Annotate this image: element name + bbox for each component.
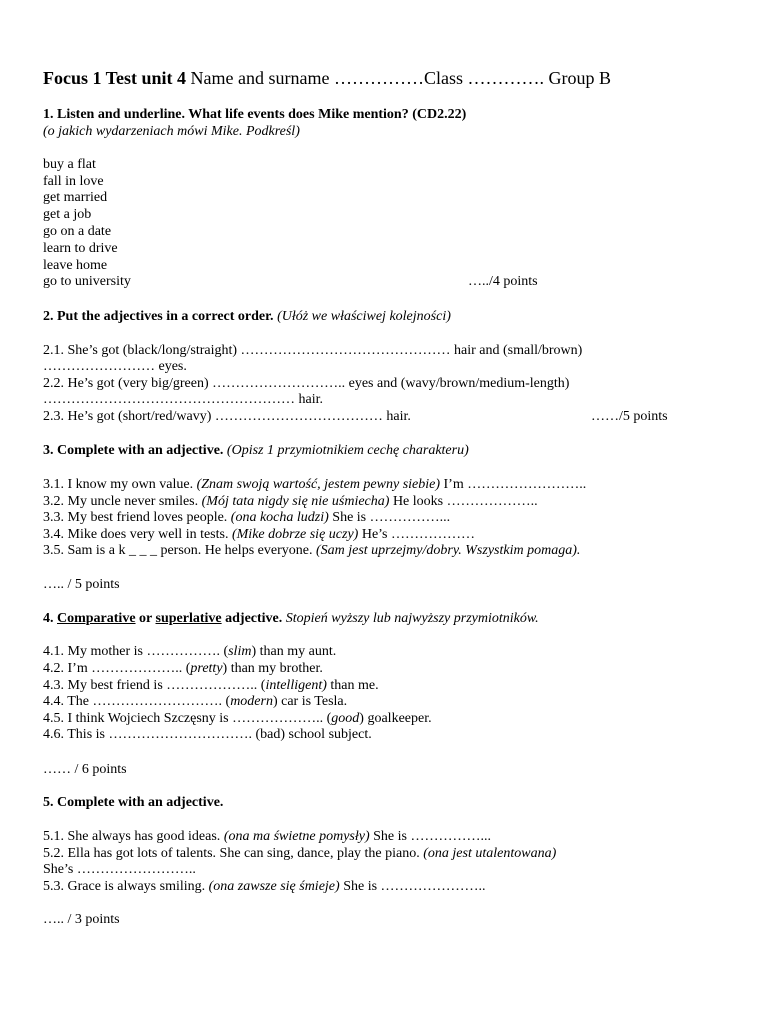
- ex3-hint: (ona kocha ludzi): [230, 510, 329, 525]
- ex4-text: 4.5. I think Wojciech Szczęsny is ……………….. (: [43, 711, 332, 726]
- ex4-heading-italic: Stopień wyższy lub najwyższy przymiotników.: [282, 611, 539, 626]
- ex4-text: 4.2. I’m ……………….. (: [43, 661, 191, 676]
- ex5-item: [43, 829, 491, 845]
- ex3-answer: He’s ………………: [358, 527, 475, 542]
- ex2-points: ……/5 points: [591, 409, 668, 424]
- ex3-answer: She is ……………...: [328, 510, 451, 525]
- ex5-points: ….. / 3 points: [43, 912, 120, 927]
- ex4-item: [43, 711, 432, 727]
- title-bold: Focus 1 Test unit 4: [43, 68, 187, 88]
- ex1-item: buy a flat: [43, 157, 96, 172]
- ex4-text-end: ) than my brother.: [222, 661, 323, 676]
- ex4-item: [43, 694, 347, 710]
- ex4-text-end: ) than my aunt.: [251, 644, 337, 659]
- ex3-text: 3.3. My best friend loves people.: [43, 510, 231, 525]
- ex1-points: …../4 points: [468, 274, 538, 289]
- ex1-item: fall in love: [43, 174, 104, 189]
- ex2-line: ……………………………………………… hair.: [43, 392, 323, 407]
- ex4-item: [43, 661, 323, 677]
- ex3-hint: (Mike dobrze się uczy): [231, 527, 359, 542]
- ex4-text-end: than me.: [326, 678, 379, 693]
- ex3-hint: (Sam jest uprzejmy/dobry. Wszystkim pomaga).: [315, 543, 581, 558]
- ex1-heading: 1. Listen and underline. What life events does Mike mention? (CD2.22): [43, 107, 467, 122]
- ex2-heading-bold: 2. Put the adjectives in a correct order.: [43, 309, 274, 324]
- ex4-word: modern: [230, 694, 273, 709]
- ex5-hint: (ona jest utalentowana): [423, 846, 557, 861]
- ex4-item: [43, 644, 336, 660]
- ex4-word: good: [331, 711, 360, 726]
- ex3-item: [43, 527, 475, 543]
- ex3-text: 3.4. Mike does very well in tests.: [43, 527, 232, 542]
- ex4-word: slim: [228, 644, 252, 659]
- ex2-heading: [43, 309, 451, 325]
- ex5-item: [43, 846, 556, 862]
- ex3-item: [43, 510, 450, 526]
- ex4-item: [43, 678, 379, 694]
- page-title: [43, 68, 611, 89]
- ex4-heading: [43, 611, 539, 627]
- ex2-line: 2.2. He’s got (very big/green) ……………………….. eyes and (wavy/brown/medium-length): [43, 376, 570, 391]
- ex4-word: intelligent): [265, 678, 327, 693]
- ex2-line: 2.3. He’s got (short/red/wavy) ……………………………… hair.: [43, 409, 411, 424]
- ex2-heading-italic: (Ułóż we właściwej kolejności): [273, 309, 451, 324]
- ex4-comparative: Comparative: [57, 611, 136, 626]
- ex3-heading-bold: 3. Complete with an adjective.: [43, 443, 224, 458]
- ex5-text: 5.1. She always has good ideas.: [43, 829, 224, 844]
- ex5-hint: (ona ma świetne pomysły): [223, 829, 370, 844]
- ex1-subtitle: (o jakich wydarzeniach mówi Mike. Podkreśl): [43, 124, 300, 139]
- ex4-text: 4.1. My mother is ……………. (: [43, 644, 229, 659]
- ex4-adjective: adjective.: [221, 611, 283, 626]
- ex3-heading-italic: (Opisz 1 przymiotnikiem cechę charakteru): [223, 443, 469, 458]
- ex4-text: 4.4. The ………………………. (: [43, 694, 231, 709]
- ex5-text: 5.3. Grace is always smiling.: [43, 879, 209, 894]
- ex4-or: or: [135, 611, 156, 626]
- ex5-heading: 5. Complete with an adjective.: [43, 795, 224, 810]
- ex3-text: 3.5. Sam is a k _ _ _ person. He helps everyone.: [43, 543, 316, 558]
- ex3-item: [43, 477, 586, 493]
- ex5-text: 5.2. Ella has got lots of talents. She can sing, dance, play the piano.: [43, 846, 424, 861]
- ex4-word: pretty: [190, 661, 223, 676]
- ex4-text-end: ) goalkeeper.: [359, 711, 432, 726]
- ex4-points: …… / 6 points: [43, 762, 127, 777]
- ex1-item: go on a date: [43, 224, 112, 239]
- ex1-item: leave home: [43, 258, 108, 273]
- title-rest: Name and surname ……………Class …………. Group B: [186, 68, 611, 88]
- ex4-item: 4.6. This is …………………………. (bad) school subject.: [43, 727, 372, 742]
- ex1-item: get married: [43, 190, 108, 205]
- ex5-item: [43, 879, 486, 895]
- ex3-hint: (Znam swoją wartość, jestem pewny siebie): [196, 477, 441, 492]
- ex3-item: [43, 494, 538, 510]
- ex4-text-end: ) car is Tesla.: [272, 694, 348, 709]
- ex3-answer: I’m ……………………..: [440, 477, 587, 492]
- ex4-superlative: superlative: [155, 611, 222, 626]
- ex3-answer: He looks ………………..: [389, 494, 538, 509]
- ex3-text: 3.2. My uncle never smiles.: [43, 494, 202, 509]
- ex5-answer: She is ……………...: [369, 829, 491, 844]
- ex1-item: get a job: [43, 207, 92, 222]
- ex5-hint: (ona zawsze się śmieje): [208, 879, 340, 894]
- ex3-points: ….. / 5 points: [43, 577, 120, 592]
- ex3-item: [43, 543, 580, 559]
- ex1-item: go to university: [43, 274, 131, 289]
- ex3-text: 3.1. I know my own value.: [43, 477, 197, 492]
- ex5-item-continued: She’s ……………………..: [43, 862, 196, 877]
- ex5-answer: She is …………………..: [339, 879, 486, 894]
- ex2-line: …………………… eyes.: [43, 359, 187, 374]
- ex4-num: 4.: [43, 611, 57, 626]
- ex4-text: 4.3. My best friend is ……………….. (: [43, 678, 266, 693]
- ex3-heading: [43, 443, 469, 459]
- ex2-line: 2.1. She’s got (black/long/straight) ……………………………………… hair and (small/brown): [43, 343, 583, 358]
- ex3-hint: (Mój tata nigdy się nie uśmiecha): [201, 494, 390, 509]
- ex1-item: learn to drive: [43, 241, 118, 256]
